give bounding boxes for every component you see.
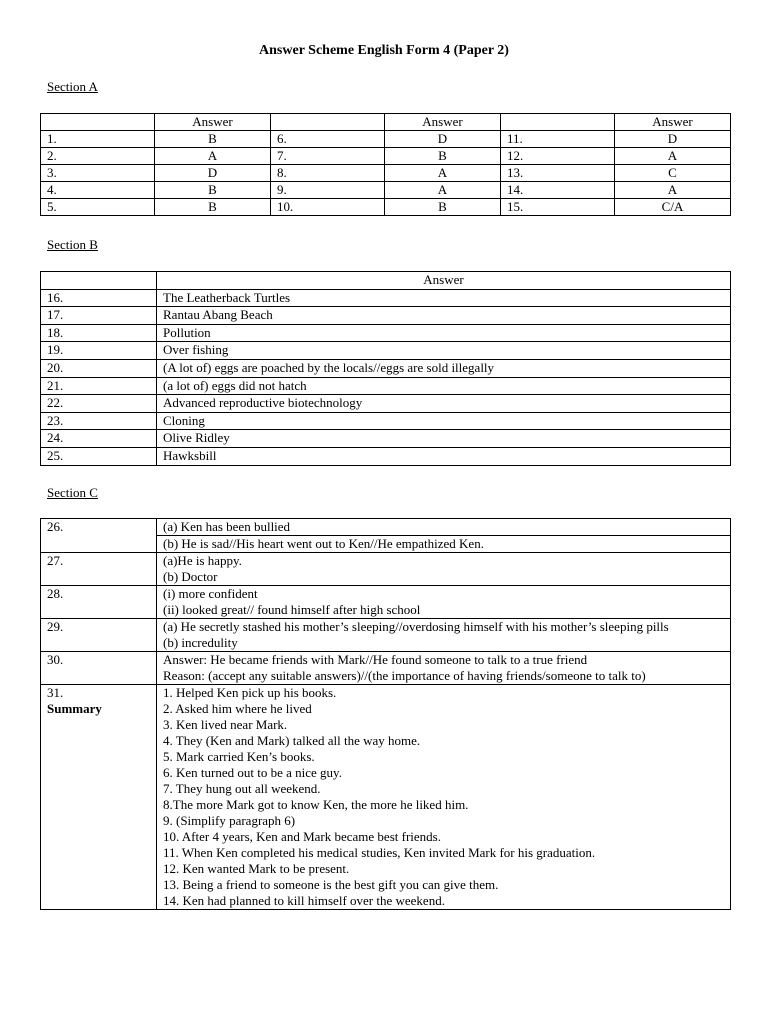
answer-text [157,652,731,685]
table-row [41,685,731,910]
table-row [41,359,731,377]
question-number: 11. [501,131,615,148]
table-row [41,131,731,148]
question-number: 16. [41,289,157,307]
answer-header: Answer [155,114,271,131]
table-row [41,619,731,652]
table-row [41,342,731,360]
summary-points [157,685,731,910]
answer-letter: B [155,182,271,199]
table-row [41,652,731,685]
answer-text: Olive Ridley [157,430,731,448]
answer-letter: A [155,148,271,165]
answer-letter: A [385,182,501,199]
table-row [41,447,731,465]
summary-point: 6. Ken turned out to be a nice guy. [163,765,342,780]
answer-text [157,586,731,619]
answer-header: Answer [385,114,501,131]
table-row [41,182,731,199]
document-title: Answer Scheme English Form 4 (Paper 2) [259,43,509,58]
table-row [41,430,731,448]
answer-line: Answer: He became friends with Mark//He found someone to talk to a true friend [163,652,588,667]
section-b-table [40,271,731,466]
question-number: 28. [41,586,157,619]
table-row [41,307,731,325]
question-number: 30. [41,652,157,685]
summary-point: 3. Ken lived near Mark. [163,717,288,732]
answer-letter: A [615,182,731,199]
answer-letter: D [155,165,271,182]
question-number: 21. [41,377,157,395]
question-number: 1. [41,131,155,148]
table-row [41,553,731,586]
table-row [41,395,731,413]
question-number-text: 31. [47,685,64,700]
answer-line: (a)He is happy. [163,553,242,568]
answer-letter: A [385,165,501,182]
summary-point: 7. They hung out all weekend. [163,781,321,796]
question-number: 14. [501,182,615,199]
answer-header: Answer [615,114,731,131]
answer-letter: C [615,165,731,182]
summary-point: 5. Mark carried Ken’s books. [163,749,315,764]
question-number: 5. [41,199,155,216]
table-row [41,324,731,342]
answer-line: Reason: (accept any suitable answers)//(the importance of having friends/someone to talk to) [163,668,646,683]
table-header-row [41,114,731,131]
table-row [41,199,731,216]
summary-point: 2. Asked him where he lived [163,701,312,716]
table-row [41,148,731,165]
summary-point: 13. Being a friend to someone is the best gift you can give them. [163,877,499,892]
question-number: 2. [41,148,155,165]
question-number: 27. [41,553,157,586]
table-cell [41,114,155,131]
answer-header: Answer [157,272,731,290]
answer-text: Over fishing [157,342,731,360]
answer-letter: D [615,131,731,148]
question-number: 18. [41,324,157,342]
summary-label: Summary [47,701,102,716]
question-number: 3. [41,165,155,182]
question-number: 19. [41,342,157,360]
summary-point: 10. After 4 years, Ken and Mark became best friends. [163,829,441,844]
question-number: 6. [271,131,385,148]
table-row [41,412,731,430]
answer-line: (ii) looked great// found himself after high school [163,602,421,617]
answer-line: (i) more confident [163,586,258,601]
answer-letter: B [385,148,501,165]
section-b-heading: Section B [47,237,98,252]
answer-text: Hawksbill [157,447,731,465]
summary-point: 4. They (Ken and Mark) talked all the way home. [163,733,421,748]
question-number: 26. [41,519,157,553]
question-number: 7. [271,148,385,165]
answer-line: (a) He secretly stashed his mother’s sleeping//overdosing himself with his mother’s sleeping pills [163,619,669,634]
question-number: 10. [271,199,385,216]
answer-letter: C/A [615,199,731,216]
table-cell [271,114,385,131]
table-row [41,377,731,395]
question-number: 15. [501,199,615,216]
question-number: 13. [501,165,615,182]
answer-text: (A lot of) eggs are poached by the locals//eggs are sold illegally [157,359,731,377]
table-cell [41,272,157,290]
section-a-heading: Section A [47,79,98,94]
question-number: 25. [41,447,157,465]
answer-text: Rantau Abang Beach [157,307,731,325]
question-number: 22. [41,395,157,413]
answer-letter: D [385,131,501,148]
table-row [41,289,731,307]
question-number: 9. [271,182,385,199]
question-number [41,685,157,910]
section-a-table [40,113,731,216]
table-row [41,586,731,619]
question-number: 29. [41,619,157,652]
question-number: 4. [41,182,155,199]
question-number: 12. [501,148,615,165]
answer-text: Cloning [157,412,731,430]
answer-text: (a lot of) eggs did not hatch [157,377,731,395]
question-number: 20. [41,359,157,377]
summary-point: 12. Ken wanted Mark to be present. [163,861,350,876]
section-c-table [40,518,731,910]
question-number: 23. [41,412,157,430]
answer-letter: B [155,131,271,148]
answer-line: (b) Doctor [163,569,218,584]
answer-letter: B [155,199,271,216]
table-cell [501,114,615,131]
question-number: 24. [41,430,157,448]
section-c-heading: Section C [47,485,98,500]
summary-point: 8.The more Mark got to know Ken, the more he liked him. [163,797,469,812]
answer-letter: A [615,148,731,165]
question-number: 17. [41,307,157,325]
answer-line: (b) incredulity [163,635,238,650]
answer-text: Pollution [157,324,731,342]
table-header-row [41,272,731,290]
answer-text: The Leatherback Turtles [157,289,731,307]
answer-text [157,619,731,652]
table-row [41,165,731,182]
answer-text: (a) Ken has been bullied [157,519,731,536]
answer-letter: B [385,199,501,216]
summary-point: 1. Helped Ken pick up his books. [163,685,337,700]
question-number: 8. [271,165,385,182]
answer-text: Advanced reproductive biotechnology [157,395,731,413]
answer-text [157,553,731,586]
answer-text: (b) He is sad//His heart went out to Ken//He empathized Ken. [157,536,731,553]
summary-point: 11. When Ken completed his medical studies, Ken invited Mark for his graduation. [163,845,596,860]
summary-point: 9. (Simplify paragraph 6) [163,813,296,828]
summary-point: 14. Ken had planned to kill himself over the weekend. [163,893,445,908]
table-row [41,519,731,536]
